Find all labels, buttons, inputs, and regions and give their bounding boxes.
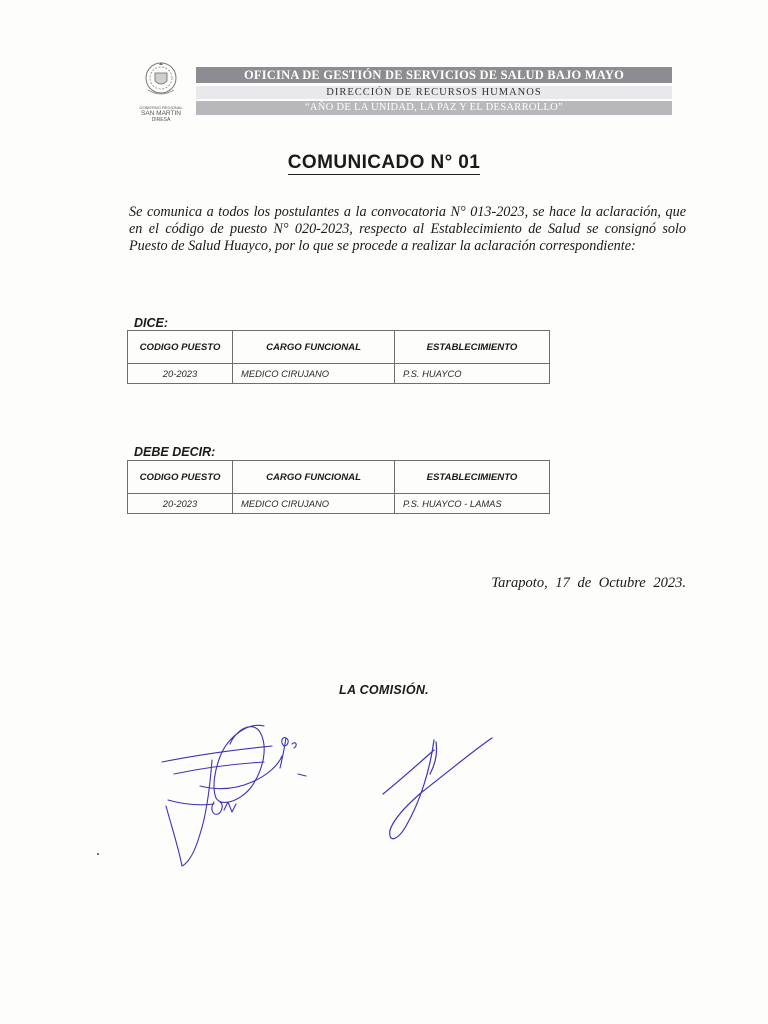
- handwritten-signature-icon: [152, 716, 312, 872]
- logo-caption-line3: DIRESA: [151, 117, 171, 123]
- header-cell-position: CARGO FUNCIONAL: [233, 331, 395, 364]
- table-header-row: [128, 331, 550, 364]
- cell-establishment: P.S. HUAYCO: [395, 364, 550, 384]
- header-cell-code: CODIGO PUESTO: [128, 461, 233, 494]
- document-title-text: COMUNICADO N° 01: [287, 152, 481, 173]
- department-banner: DIRECCIÓN DE RECURSOS HUMANOS: [196, 86, 672, 99]
- debe-decir-table: [127, 460, 550, 514]
- table-header-row: [128, 461, 550, 494]
- office-name-banner: OFICINA DE GESTIÓN DE SERVICIOS DE SALUD BAJO MAYO: [196, 67, 672, 83]
- logo-caption-line2: SAN MARTIN: [141, 110, 181, 117]
- cell-code: 20-2023: [128, 494, 233, 514]
- scan-speck: [97, 853, 99, 855]
- logo-caption-line1: GOBIERNO REGIONAL: [139, 105, 183, 110]
- header-cell-establishment: ESTABLECIMIENTO: [395, 461, 550, 494]
- commission-signoff: LA COMISIÓN.: [339, 683, 429, 697]
- body-paragraph: Se comunica a todos los postulantes a la convocatoria N° 013-2023, se hace la aclaración, que en el código de puesto N° 020-2023, respecto al Establecimiento de Salud se consignó solo Puesto de Salud Huayco, por lo que se procede a realizar la aclaración correspondiente:: [129, 204, 686, 254]
- cell-code: 20-2023: [128, 364, 233, 384]
- date-line: Tarapoto, 17 de Octubre 2023.: [491, 575, 686, 591]
- cell-position: MEDICO CIRUJANO: [233, 494, 395, 514]
- year-motto-banner: “AÑO DE LA UNIDAD, LA PAZ Y EL DESARROLLO”: [196, 101, 672, 115]
- table-row: [128, 494, 550, 514]
- dice-label: DICE:: [134, 316, 169, 330]
- header-cell-position: CARGO FUNCIONAL: [233, 461, 395, 494]
- cell-establishment: P.S. HUAYCO - LAMAS: [395, 494, 550, 514]
- header-cell-establishment: ESTABLECIMIENTO: [395, 331, 550, 364]
- directorate-logo: [134, 56, 188, 122]
- debe-decir-label: DEBE DECIR:: [134, 445, 216, 459]
- document-title: [0, 152, 768, 174]
- dice-table: [127, 330, 550, 384]
- header-cell-code: CODIGO PUESTO: [128, 331, 233, 364]
- cell-position: MEDICO CIRUJANO: [233, 364, 395, 384]
- handwritten-signature-icon: [378, 730, 498, 850]
- table-row: [128, 364, 550, 384]
- directorate-crest-icon: [134, 56, 188, 106]
